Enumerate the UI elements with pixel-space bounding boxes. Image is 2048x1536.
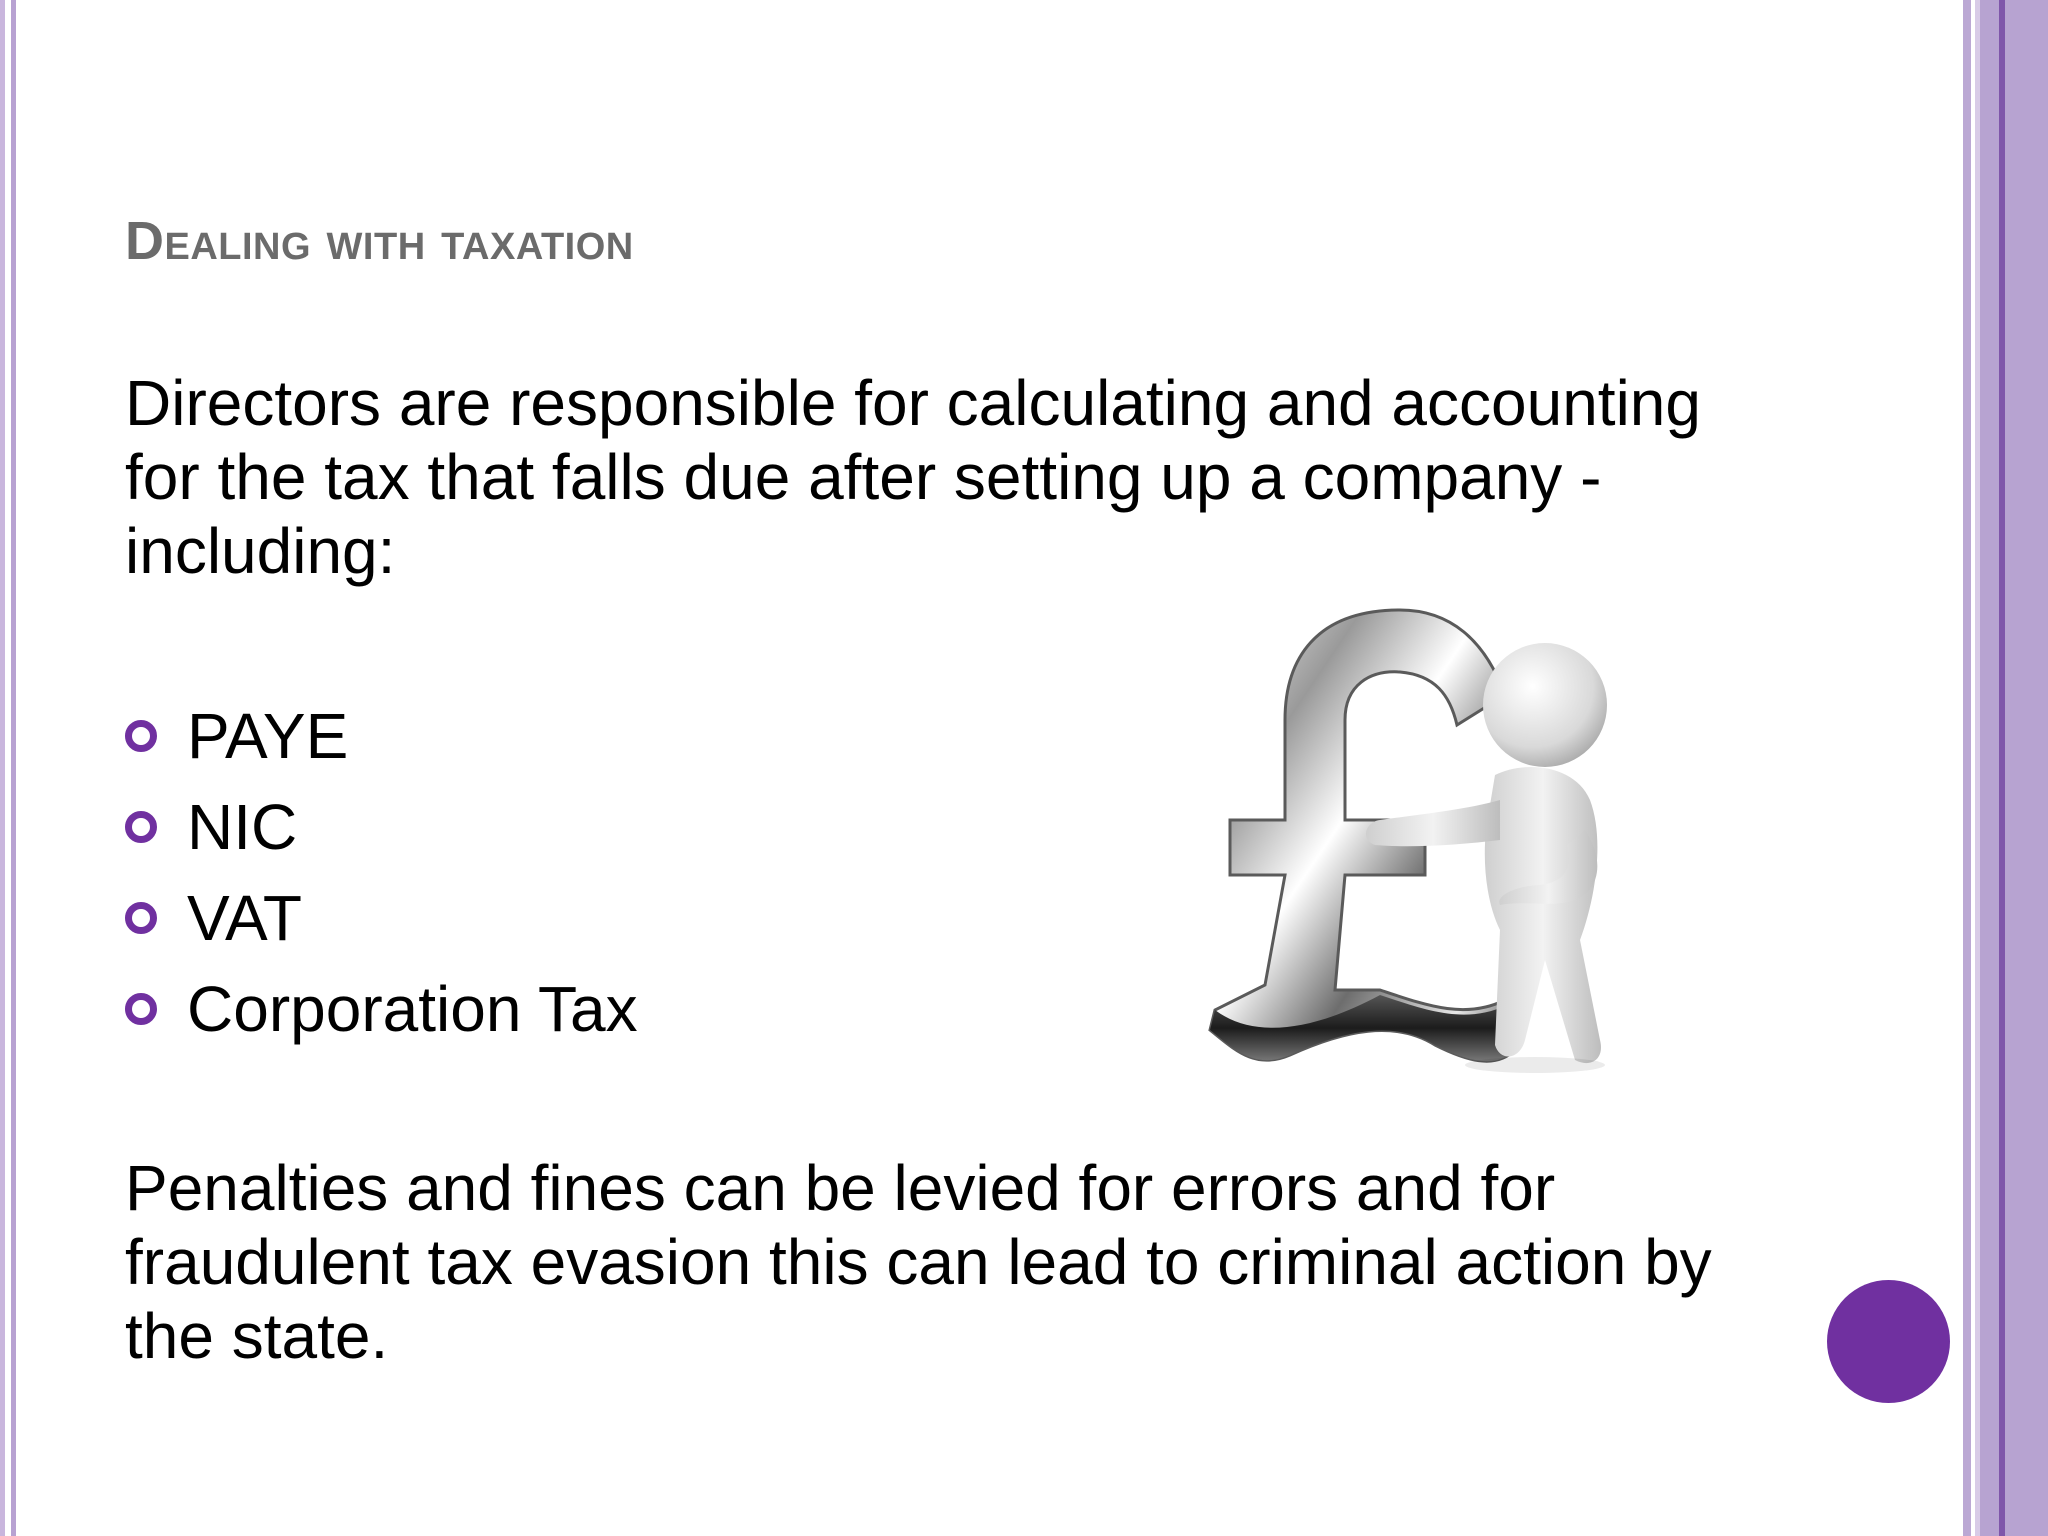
list-item [125,872,638,963]
list-item-label: VAT [187,881,302,954]
slide-title: Dealing with taxation [125,211,634,271]
intro-paragraph: Directors are responsible for calculating and accounting for the tax that falls due after setting up a company - including: [125,367,1701,587]
ring-bullet-icon [125,720,157,752]
right-border-line [1999,0,2005,1536]
list-item [125,963,638,1054]
pound-sign-figure-icon [1195,600,1655,1080]
list-item [125,781,638,872]
list-item [125,690,638,781]
list-item-label: NIC [187,790,298,863]
right-border-band [1980,0,2048,1536]
tax-list [125,690,638,1054]
left-border-stripe [0,0,5,1536]
ring-bullet-icon [125,993,157,1025]
ring-bullet-icon [125,811,157,843]
ring-bullet-icon [125,902,157,934]
right-border-stripe [1963,0,1971,1536]
closing-paragraph: Penalties and fines can be levied for errors and for fraudulent tax evasion this can lead to criminal action by the state. [125,1152,1712,1372]
list-item-label: Corporation Tax [187,972,638,1045]
decorative-circle [1827,1280,1950,1403]
left-border-stripe [11,0,16,1536]
list-item-label: PAYE [187,699,349,772]
